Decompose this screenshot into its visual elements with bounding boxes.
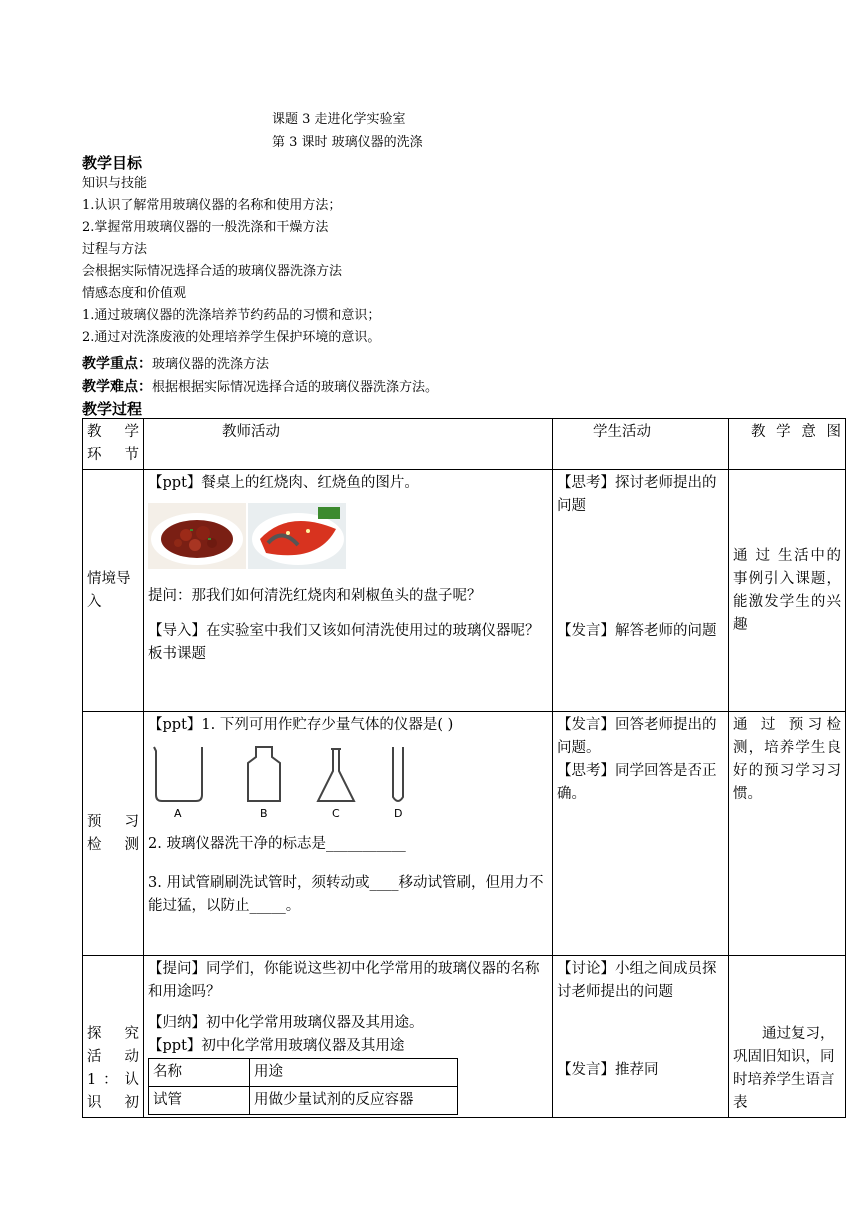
stage-cell: 探 究 活 动 1：认 识 初 [83, 956, 144, 1118]
inner-cell: 用做少量试剂的反应容器 [250, 1087, 458, 1115]
key-point-label: 教学重点： [82, 356, 152, 372]
objective-line: 1.认识了解常用玻璃仪器的名称和使用方法； [82, 198, 342, 213]
student-cell [553, 712, 729, 956]
teacher-cell [144, 470, 553, 712]
inner-header: 用途 [250, 1059, 458, 1087]
teacher-cell [144, 956, 553, 1118]
header-stage: 教 学 环 节 [83, 419, 144, 470]
objectives-heading: 教学目标 [82, 154, 143, 172]
inner-header-row [149, 1059, 458, 1087]
table-row [83, 712, 846, 956]
objective-line: 情感态度和价值观 [82, 286, 187, 301]
intent-text: 通 过 生活中的事例引入课题，能激发学生的兴趣 [733, 547, 841, 633]
table-header-row [83, 419, 846, 470]
glassware-figure [148, 741, 468, 821]
student-text: 【发言】解答老师的问题 [557, 623, 717, 639]
teacher-text: 【导入】在实验室中我们又该如何清洗使用过的玻璃仪器呢？板书课题 [148, 623, 540, 662]
teacher-text: 【ppt】初中化学常用玻璃仪器及其用途 [148, 1038, 405, 1054]
objective-line: 知识与技能 [82, 176, 148, 191]
teacher-text: 3. 用试管刷刷洗试管时，须转动或____移动试管刷，但用力不能过猛，以防止_____。 [148, 875, 544, 914]
stage-cell: 预 习 检 测 [83, 712, 144, 956]
objective-line: 2.通过对洗涤废液的处理培养学生保护环境的意识。 [82, 330, 381, 345]
intent-cell [729, 712, 846, 956]
food-images [148, 503, 548, 571]
lesson-subtitle: 第 3 课时 玻璃仪器的洗涤 [272, 135, 423, 150]
option-label: C [332, 807, 340, 820]
key-point [82, 353, 269, 376]
inner-header: 名称 [149, 1059, 250, 1087]
student-cell [553, 470, 729, 712]
difficulty-text: 根据根据实际情况选择合适的玻璃仪器洗涤方法。 [152, 380, 439, 395]
objective-line: 过程与方法 [82, 242, 148, 257]
header-teacher: 教师活动 [144, 419, 553, 470]
inner-cell: 试管 [149, 1087, 250, 1115]
student-text: 【讨论】小组之间成员探讨老师提出的问题 [557, 961, 717, 1000]
objective-line: 会根据实际情况选择合适的玻璃仪器洗涤方法 [82, 264, 343, 279]
option-label: D [394, 807, 403, 820]
student-text: 【发言】推荐同 [557, 1062, 659, 1078]
braised-pork-image [148, 503, 246, 569]
inner-row [149, 1087, 458, 1115]
student-text: 【发言】回答老师提出的问题。 [557, 717, 717, 756]
teacher-text: 【归纳】初中化学常用玻璃仪器及其用途。 [148, 1015, 424, 1031]
stage-cell: 情境导入 [83, 470, 144, 712]
option-label: B [260, 807, 268, 820]
header-intent: 教 学 意 图 [729, 419, 846, 470]
student-text: 【思考】探讨老师提出的问题 [557, 475, 717, 514]
teacher-text: 【ppt】1. 下列可用作贮存少量气体的仪器是( ) [148, 717, 454, 733]
table-row [83, 470, 846, 712]
process-table [82, 418, 846, 1118]
student-text: 【思考】同学回答是否正确。 [557, 763, 717, 802]
difficulty [82, 376, 438, 399]
student-cell [553, 956, 729, 1118]
objectives-list [82, 173, 380, 349]
teacher-text: 2. 玻璃仪器洗干净的标志是___________ [148, 836, 406, 852]
intent-text: 通过复习，巩固旧知识，同时培养学生语言表 [733, 1026, 835, 1111]
teacher-cell [144, 712, 553, 956]
table-row [83, 956, 846, 1118]
objective-line: 1.通过玻璃仪器的洗涤培养节约药品的习惯和意识； [82, 308, 381, 323]
difficulty-label: 教学难点： [82, 379, 152, 395]
option-label: A [174, 807, 182, 820]
glassware-table [148, 1058, 458, 1115]
objective-line: 2.掌握常用玻璃仪器的一般洗涤和干燥方法 [82, 220, 329, 235]
teacher-text: 【提问】同学们，你能说这些初中化学常用的玻璃仪器的名称和用途吗？ [148, 961, 540, 1000]
intent-text: 通 过 预习检测，培养学生良好的预习学习习惯。 [733, 717, 841, 802]
process-heading: 教学过程 [82, 400, 143, 418]
intent-cell [729, 470, 846, 712]
fish-head-image [248, 503, 346, 569]
intent-cell [729, 956, 846, 1118]
teacher-text: 【ppt】餐桌上的红烧肉、红烧鱼的图片。 [148, 475, 419, 491]
lesson-title: 课题 3 走进化学实验室 [272, 112, 406, 127]
key-point-text: 玻璃仪器的洗涤方法 [152, 357, 270, 372]
header-student: 学生活动 [553, 419, 729, 470]
teacher-text: 提问：那我们如何清洗红烧肉和剁椒鱼头的盘子呢？ [148, 588, 482, 604]
